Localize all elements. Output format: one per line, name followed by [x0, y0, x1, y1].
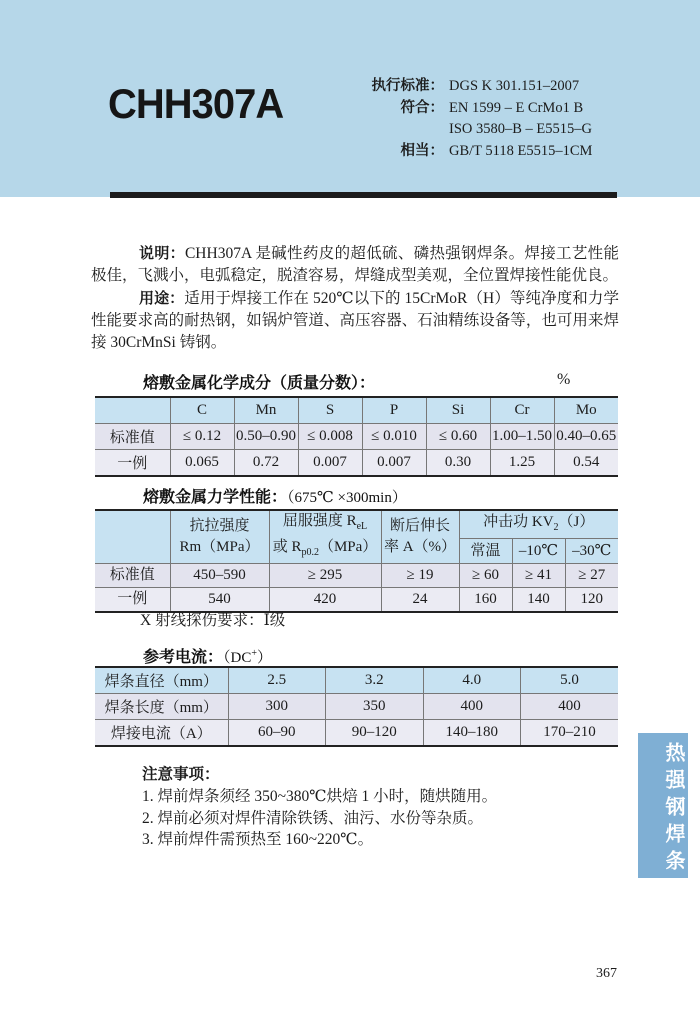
category-side-tab: [638, 733, 688, 878]
usage-label: 用途：: [139, 289, 185, 307]
chem-column-header: Mo: [554, 397, 618, 424]
standard-value: EN 1599 – E CrMo1 B: [449, 99, 584, 116]
chem-header-row: [95, 397, 618, 424]
description-label: 说明：: [139, 245, 185, 262]
chem-column-header: P: [362, 397, 426, 424]
current-value-cell: 3.2: [326, 667, 424, 694]
mechanical-condition: （675℃ ×300min）: [287, 490, 407, 506]
standard-value: GB/T 5118 E5515–1CM: [449, 142, 593, 159]
current-row: [95, 667, 618, 694]
product-title: CHH307A: [108, 80, 284, 127]
standard-value: DGS K 301.151–2007: [449, 78, 580, 94]
current-value-cell: 2.5: [228, 667, 326, 694]
current-row: [95, 720, 618, 747]
mech-value-cell: 420: [269, 588, 381, 613]
usage-text: 适用于焊接工作在 520℃以下的 15CrMoR（H）等纯净度和力学性能要求高的耐热钢，如锅炉管道、高压容器、石油精练设备等，也可用来焊接 30CrMnSi 铸钢。: [91, 289, 619, 352]
current-value-cell: 300: [228, 694, 326, 720]
description-paragraph: [91, 243, 619, 288]
note-item: 3. 焊前焊件需预热至 160~220℃。: [142, 831, 374, 849]
chemical-unit-label: %: [557, 371, 571, 388]
current-value-cell: 170–210: [521, 720, 619, 747]
mech-column-header: 断后伸长 率 A（%）: [381, 510, 459, 564]
chem-value-cell: ≤ 0.010: [362, 424, 426, 450]
mech-value-cell: 450–590: [170, 564, 269, 588]
mech-value-cell: 24: [381, 588, 459, 613]
current-row: [95, 694, 618, 720]
current-row-label: 焊条直径（mm）: [95, 667, 228, 694]
mech-impact-subheader: –10℃: [512, 539, 565, 564]
notes-block: [142, 764, 622, 851]
mech-value-cell: ≥ 60: [459, 564, 512, 588]
current-value-cell: 5.0: [521, 667, 619, 694]
mech-header-row-1: [95, 510, 618, 539]
mech-column-header: 屈服强度 $R_{eL}$ 或 $R_{p0.2}(MPa)$: [269, 510, 381, 564]
chem-column-header: Cr: [490, 397, 554, 424]
chem-value-cell: 0.40–0.65: [554, 424, 618, 450]
mech-value-cell: 540: [170, 588, 269, 613]
standard-label: [338, 119, 444, 141]
reference-current-table: [95, 666, 618, 747]
chem-value-cell: ≤ 0.008: [298, 424, 362, 450]
mech-row-label: 标准值: [95, 564, 170, 588]
current-value-cell: 60–90: [228, 720, 326, 747]
standard-row: [338, 141, 630, 163]
current-row-label: 焊条长度（mm）: [95, 694, 228, 720]
chemical-section-title: 熔敷金属化学成分（质量分数）：: [143, 375, 376, 392]
current-condition: （DC+）: [223, 648, 273, 666]
chem-column-header: Mn: [234, 397, 298, 424]
current-value-cell: 4.0: [423, 667, 521, 694]
current-value-cell: 140–180: [423, 720, 521, 747]
xray-note: X 射线探伤要求：Ⅰ级: [140, 612, 286, 629]
mech-impact-header: 冲击功 $KV_2(J)$: [459, 510, 618, 539]
page-number: 367: [596, 966, 617, 981]
mech-value-cell: 120: [565, 588, 618, 613]
current-value-cell: 90–120: [326, 720, 424, 747]
chem-data-row: [95, 450, 618, 477]
current-value-cell: 400: [521, 694, 619, 720]
chem-value-cell: ≤ 0.12: [170, 424, 234, 450]
chem-corner-cell: [95, 397, 170, 424]
chem-value-cell: ≤ 0.60: [426, 424, 490, 450]
chem-value-cell: 0.007: [298, 450, 362, 477]
current-section-title: [143, 644, 272, 667]
current-row-label: 焊接电流（A）: [95, 720, 228, 747]
mech-data-row: [95, 564, 618, 588]
chem-value-cell: 1.25: [490, 450, 554, 477]
mech-row-label: 一例: [95, 588, 170, 613]
chem-column-header: C: [170, 397, 234, 424]
chem-column-header: Si: [426, 397, 490, 424]
standards-block: [338, 76, 630, 162]
mech-corner-cell: [95, 510, 170, 564]
chem-value-cell: 0.72: [234, 450, 298, 477]
mech-value-cell: 140: [512, 588, 565, 613]
note-item: 2. 焊前必须对焊件清除铁锈、油污、水份等杂质。: [142, 809, 484, 827]
chem-column-header: S: [298, 397, 362, 424]
mech-value-cell: ≥ 27: [565, 564, 618, 588]
chem-value-cell: 0.50–0.90: [234, 424, 298, 450]
chem-row-label: 一例: [95, 450, 170, 477]
mechanical-properties-table: [95, 509, 618, 613]
standard-label: 符合：: [400, 99, 444, 116]
mech-value-cell: ≥ 295: [269, 564, 381, 588]
divider-bar: [110, 192, 617, 198]
chem-value-cell: 0.065: [170, 450, 234, 477]
chem-data-row: [95, 424, 618, 450]
mech-value-cell: ≥ 19: [381, 564, 459, 588]
standard-label: 相当：: [400, 142, 444, 159]
current-title-text: 参考电流：: [143, 649, 224, 666]
chem-value-cell: 0.30: [426, 450, 490, 477]
mech-column-header: 抗拉强度 Rm（MPa）: [170, 510, 269, 564]
standard-row: [338, 98, 630, 120]
description-block: [91, 243, 619, 354]
chem-row-label: 标准值: [95, 424, 170, 450]
mech-value-cell: ≥ 41: [512, 564, 565, 588]
mech-value-cell: 160: [459, 588, 512, 613]
notes-title: 注意事项：: [142, 766, 220, 783]
mech-impact-subheader: 常温: [459, 539, 512, 564]
mech-impact-subheader: –30℃: [565, 539, 618, 564]
usage-paragraph: [91, 288, 619, 355]
standard-row: [338, 119, 630, 141]
mechanical-section-title: [143, 484, 407, 507]
chem-value-cell: 1.00–1.50: [490, 424, 554, 450]
standard-row: [338, 76, 630, 98]
standard-value: ISO 3580–B – E5515–G: [449, 121, 592, 138]
chem-value-cell: 0.007: [362, 450, 426, 477]
notes-list: [142, 786, 622, 851]
current-value-cell: 350: [326, 694, 424, 720]
category-side-tab-label: 热强钢焊条: [662, 742, 684, 877]
note-item: 1. 焊前焊条须经 350~380℃烘焙 1 小时，随烘随用。: [142, 787, 498, 805]
mechanical-title-text: 熔敷金属力学性能：: [143, 489, 288, 506]
current-value-cell: 400: [423, 694, 521, 720]
standard-label: 执行标准：: [371, 78, 444, 94]
chem-value-cell: 0.54: [554, 450, 618, 477]
description-text: CHH307A 是碱性药皮的超低硫、磷热强钢焊条。焊接工艺性能极佳，飞溅小，电弧稳定，脱渣容易，焊缝成型美观，全位置焊接性能优良。: [91, 245, 619, 285]
chemical-composition-table: [95, 396, 618, 477]
